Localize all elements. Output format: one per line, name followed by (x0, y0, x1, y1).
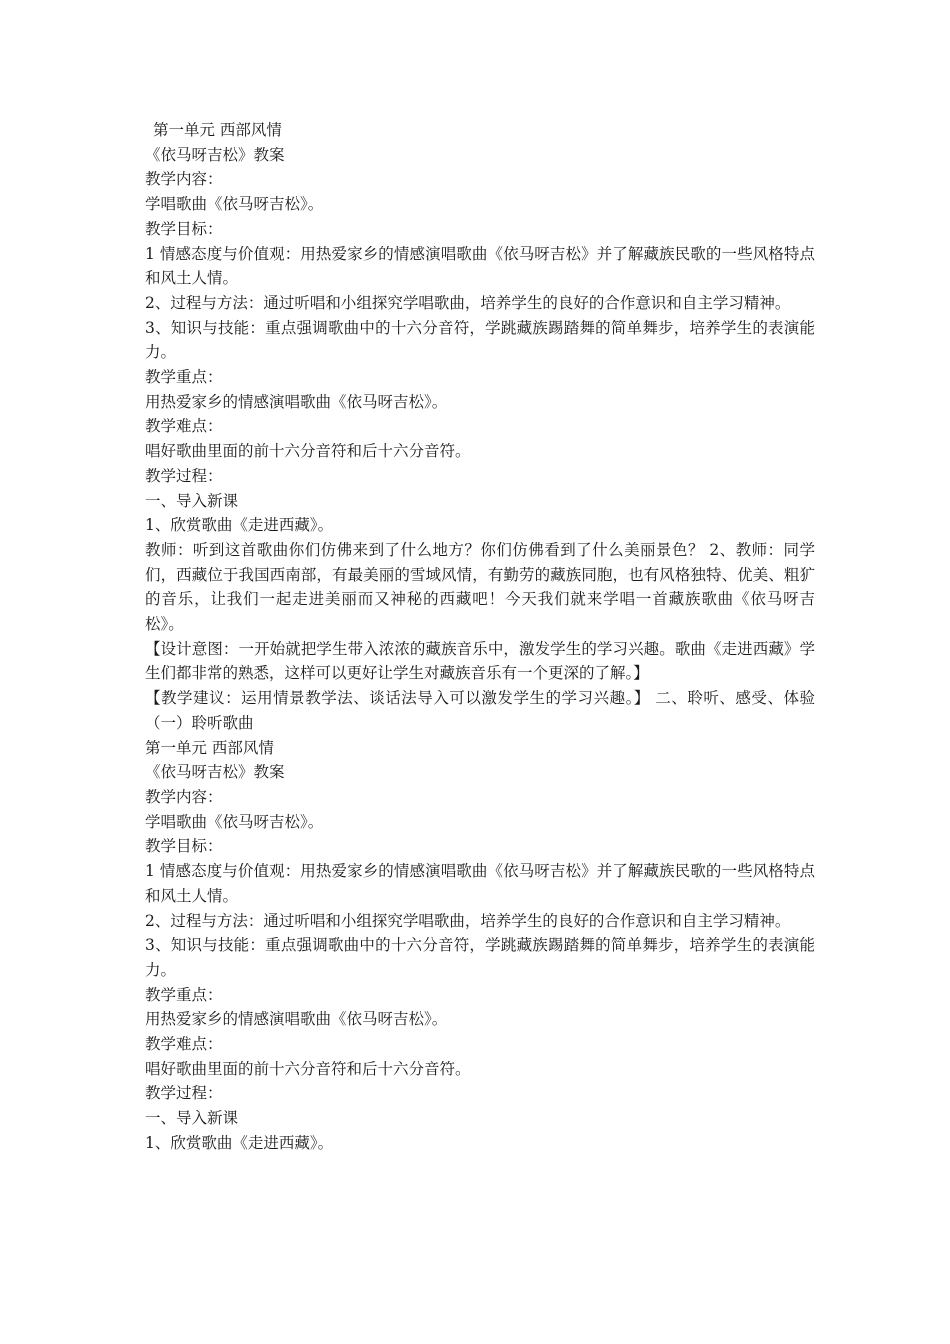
paragraph: 用热爱家乡的情感演唱歌曲《依马呀吉松》。 (145, 1010, 448, 1029)
paragraph: 用热爱家乡的情感演唱歌曲《依马呀吉松》。 (145, 392, 448, 411)
paragraph: 教学重点： (145, 985, 223, 1004)
paragraph: 1、欣赏歌曲《走进西藏》。 (145, 1133, 334, 1152)
paragraph: 教学难点： (145, 1035, 223, 1054)
paragraph: 2、过程与方法：通过听唱和小组探究学唱歌曲，培养学生的良好的合作意识和自主学习精神。 (145, 911, 791, 930)
paragraph: 教学过程： (145, 466, 223, 485)
paragraph: 3、知识与技能：重点强调歌曲中的十六分音符，学跳藏族踢踏舞的简单舞步，培养学生的表演能力。 (145, 318, 815, 362)
lesson-title: 《依马呀吉松》教案 (145, 763, 285, 782)
paragraph: 【教学建议：运用情景教学法、谈话法导入可以激发学生的学习兴趣。】 二、聆听、感受、体验 （一）聆听歌曲 (145, 689, 815, 732)
paragraph: 教学目标： (145, 837, 223, 856)
unit-heading: 第一单元 西部风情 (145, 738, 274, 757)
paragraph: 2、过程与方法：通过听唱和小组探究学唱歌曲，培养学生的良好的合作意识和自主学习精神。 (145, 293, 791, 312)
document-body (145, 118, 815, 1156)
paragraph: 3、知识与技能：重点强调歌曲中的十六分音符，学跳藏族踢踏舞的简单舞步，培养学生的表演能力。 (145, 936, 815, 979)
paragraph: 教学过程： (145, 1084, 223, 1103)
paragraph: 唱好歌曲里面的前十六分音符和后十六分音符。 (145, 442, 471, 461)
paragraph: 教学目标： (145, 219, 223, 238)
paragraph: 教学内容： (145, 170, 223, 189)
paragraph: 教学内容： (145, 787, 223, 806)
paragraph: 1 情感态度与价值观：用热爱家乡的情感演唱歌曲《依马呀吉松》并了解藏族民歌的一些风格特点和风土人情。 (145, 244, 815, 288)
paragraph: 1、欣赏歌曲《走进西藏》。 (145, 516, 334, 535)
paragraph: 教学重点： (145, 368, 223, 387)
paragraph: 教学难点： (145, 417, 223, 436)
paragraph: 一、导入新课 (145, 1109, 239, 1128)
paragraph: 学唱歌曲《依马呀吉松》。 (145, 195, 324, 214)
paragraph: 教师：听到这首歌曲你们仿佛来到了什么地方？你们仿佛看到了什么美丽景色？ 2、教师：同学们，西藏位于我国西南部，有最美丽的雪域风情，有勤劳的藏族同胞，也有风格独特、优美、粗犷的音乐，让我们一起走进美丽而又神秘的西藏吧！今天我们就来学唱一首藏族歌曲《依马呀吉松》。 (145, 540, 815, 634)
paragraph: 1 情感态度与价值观：用热爱家乡的情感演唱歌曲《依马呀吉松》并了解藏族民歌的一些风格特点和风土人情。 (145, 862, 815, 905)
unit-heading: 第一单元 西部风情 (153, 121, 282, 139)
paragraph: 学唱歌曲《依马呀吉松》。 (145, 812, 324, 831)
lesson-title: 《依马呀吉松》教案 (145, 145, 285, 164)
paragraph: 唱好歌曲里面的前十六分音符和后十六分音符。 (145, 1059, 471, 1078)
paragraph: 一、导入新课 (145, 491, 239, 510)
paragraph: 【设计意图：一开始就把学生带入浓浓的藏族音乐中，激发学生的学习兴趣。歌曲《走进西藏》学生们都非常的熟悉，这样可以更好让学生对藏族音乐有一个更深的了解。】 (145, 639, 815, 683)
